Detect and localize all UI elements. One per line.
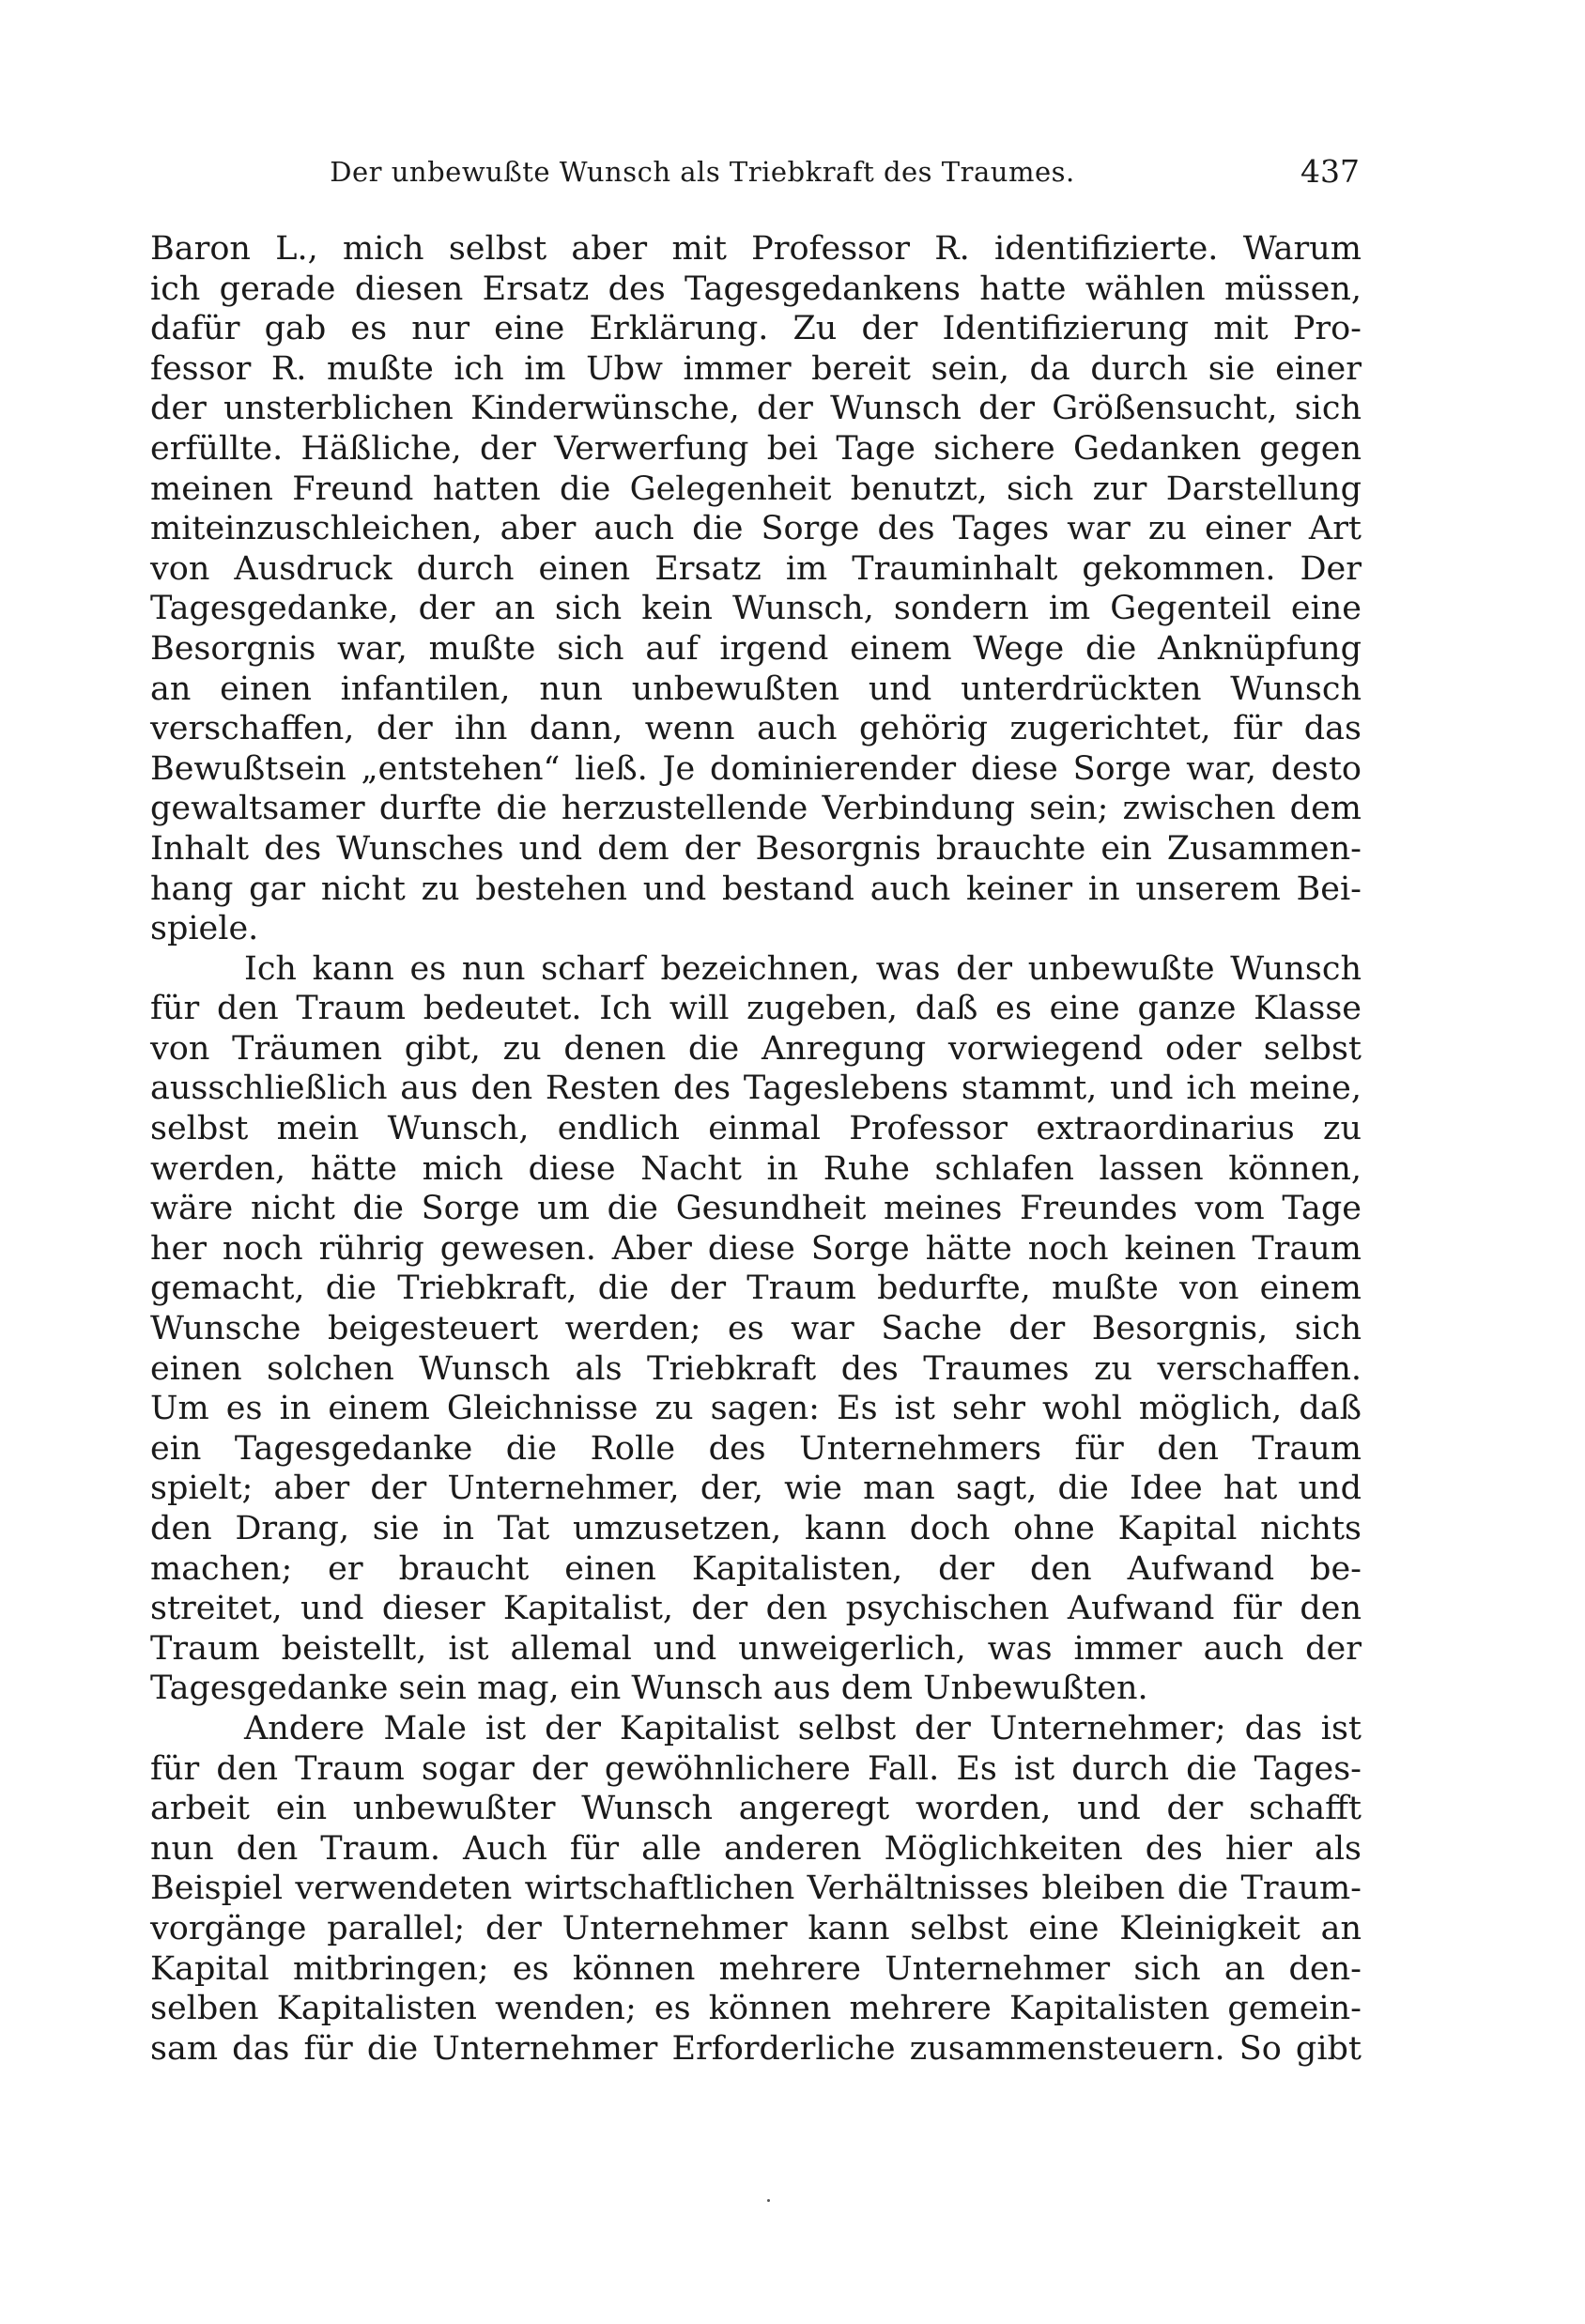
text-line: ich gerade diesen Ersatz des Tagesgedankens hatte wählen müssen, (150, 269, 1362, 308)
text-line: meinen Freund hatten die Gelegenheit benutzt, sich zur Darstellung (150, 469, 1362, 508)
text-line: erfüllte. Häßliche, der Verwerfung bei Tage sichere Gedanken gegen (150, 429, 1362, 468)
text-line: Tagesgedanke, der an sich kein Wunsch, sondern im Gegenteil eine (150, 590, 1362, 628)
paragraph-start-line: Ich kann es nun scharf bezeichnen, was der unbewußte Wunsch (244, 949, 1362, 988)
text-line: verschaffen, der ihn dann, wenn auch gehörig zugerichtet, für das (150, 710, 1362, 748)
paragraph-end-line: Tagesgedanke sein mag, ein Wunsch aus dem Unbewußten. (150, 1670, 1148, 1708)
running-title: Der unbewußte Wunsch als Triebkraft des Traumes. (330, 156, 1075, 188)
text-line: Um es in einem Gleichnisse zu sagen: Es ist sehr wohl möglich, daß (150, 1390, 1362, 1428)
text-line: Kapital mitbringen; es können mehrere Unternehmer sich an den- (150, 1949, 1362, 1988)
running-header (177, 150, 1360, 193)
text-line: an einen infantilen, nun unbewußten und unterdrückten Wunsch (150, 669, 1362, 708)
paragraph-start-line: Andere Male ist der Kapitalist selbst der Unternehmer; das ist (244, 1709, 1362, 1747)
text-line: machen; er braucht einen Kapitalisten, der den Aufwand be- (150, 1549, 1362, 1588)
text-line: den Drang, sie in Tat umzusetzen, kann doch ohne Kapital nichts (150, 1510, 1362, 1547)
text-line: hang gar nicht zu bestehen und bestand auch keiner in unserem Bei- (150, 870, 1362, 908)
text-line: für den Traum sogar der gewöhnlichere Fall. Es ist durch die Tages- (150, 1749, 1362, 1788)
text-line: werden, hätte mich diese Nacht in Ruhe schlafen lassen können, (150, 1149, 1362, 1188)
print-speck (767, 2199, 770, 2202)
text-line: Wunsche beigesteuert werden; es war Sache der Besorgnis, sich (150, 1310, 1362, 1348)
text-line: für den Traum bedeutet. Ich will zugeben, daß es eine ganze Klasse (150, 990, 1362, 1028)
text-line: spielt; aber der Unternehmer, der, wie man sagt, die Idee hat und (150, 1470, 1362, 1508)
text-line: arbeit ein unbewußter Wunsch angeregt worden, und der schafft (150, 1790, 1362, 1828)
text-line: selbst mein Wunsch, endlich einmal Professor extraordinarius zu (150, 1110, 1362, 1148)
text-line: nun den Traum. Auch für alle anderen Möglichkeiten des hier als (150, 1829, 1362, 1868)
page-number: 437 (1300, 153, 1360, 190)
text-line: Inhalt des Wunsches und dem der Besorgnis brauchte ein Zusammen- (150, 829, 1362, 868)
text-line: von Ausdruck durch einen Ersatz im Trauminhalt gekommen. Der (150, 549, 1362, 588)
text-line: selben Kapitalisten wenden; es können mehrere Kapitalisten gemein- (150, 1990, 1362, 2028)
text-line: einen solchen Wunsch als Triebkraft des Traumes zu verschaffen. (150, 1349, 1362, 1388)
text-line: miteinzuschleichen, aber auch die Sorge des Tages war zu einer Art (150, 510, 1362, 548)
text-line: der unsterblichen Kinderwünsche, der Wunsch der Größensucht, sich (150, 390, 1362, 428)
text-line: her noch rührig gewesen. Aber diese Sorge hätte noch keinen Traum (150, 1229, 1362, 1268)
text-line: Beispiel verwendeten wirtschaftlichen Verhältnisses bleiben die Traum- (150, 1870, 1362, 1908)
paragraph-end-line: spiele. (150, 910, 259, 948)
text-line: streitet, und dieser Kapitalist, der den psychischen Aufwand für den (150, 1590, 1362, 1628)
text-line: Traum beistellt, ist allemal und unweigerlich, was immer auch der (150, 1629, 1362, 1668)
text-line: sam das für die Unternehmer Erforderliche zusammensteuern. So gibt (150, 2029, 1362, 2068)
text-line: Bewußtsein „entstehen“ ließ. Je dominierender diese Sorge war, desto (150, 749, 1362, 788)
text-line: wäre nicht die Sorge um die Gesundheit meines Freundes vom Tage (150, 1190, 1362, 1228)
text-line: gemacht, die Triebkraft, die der Traum bedurfte, mußte von einem (150, 1270, 1362, 1308)
text-line: vorgänge parallel; der Unternehmer kann selbst eine Kleinigkeit an (150, 1909, 1362, 1947)
text-line: von Träumen gibt, zu denen die Anregung vorwiegend oder selbst (150, 1029, 1362, 1068)
text-line: Besorgnis war, mußte sich auf irgend einem Wege die Anknüpfung (150, 629, 1362, 668)
text-line: gewaltsamer durfte die herzustellende Verbindung sein; zwischen dem (150, 790, 1362, 828)
body-text (150, 229, 1362, 2069)
text-line: fessor R. mußte ich im Ubw immer bereit sein, da durch sie einer (150, 349, 1362, 388)
text-line: ausschließlich aus den Resten des Tageslebens stammt, und ich meine, (150, 1070, 1362, 1108)
text-line: ein Tagesgedanke die Rolle des Unternehmers für den Traum (150, 1429, 1362, 1468)
text-line: dafür gab es nur eine Erklärung. Zu der Identifizierung mit Pro- (150, 310, 1362, 348)
text-line: Baron L., mich selbst aber mit Professor R. identifizierte. Warum (150, 230, 1362, 268)
